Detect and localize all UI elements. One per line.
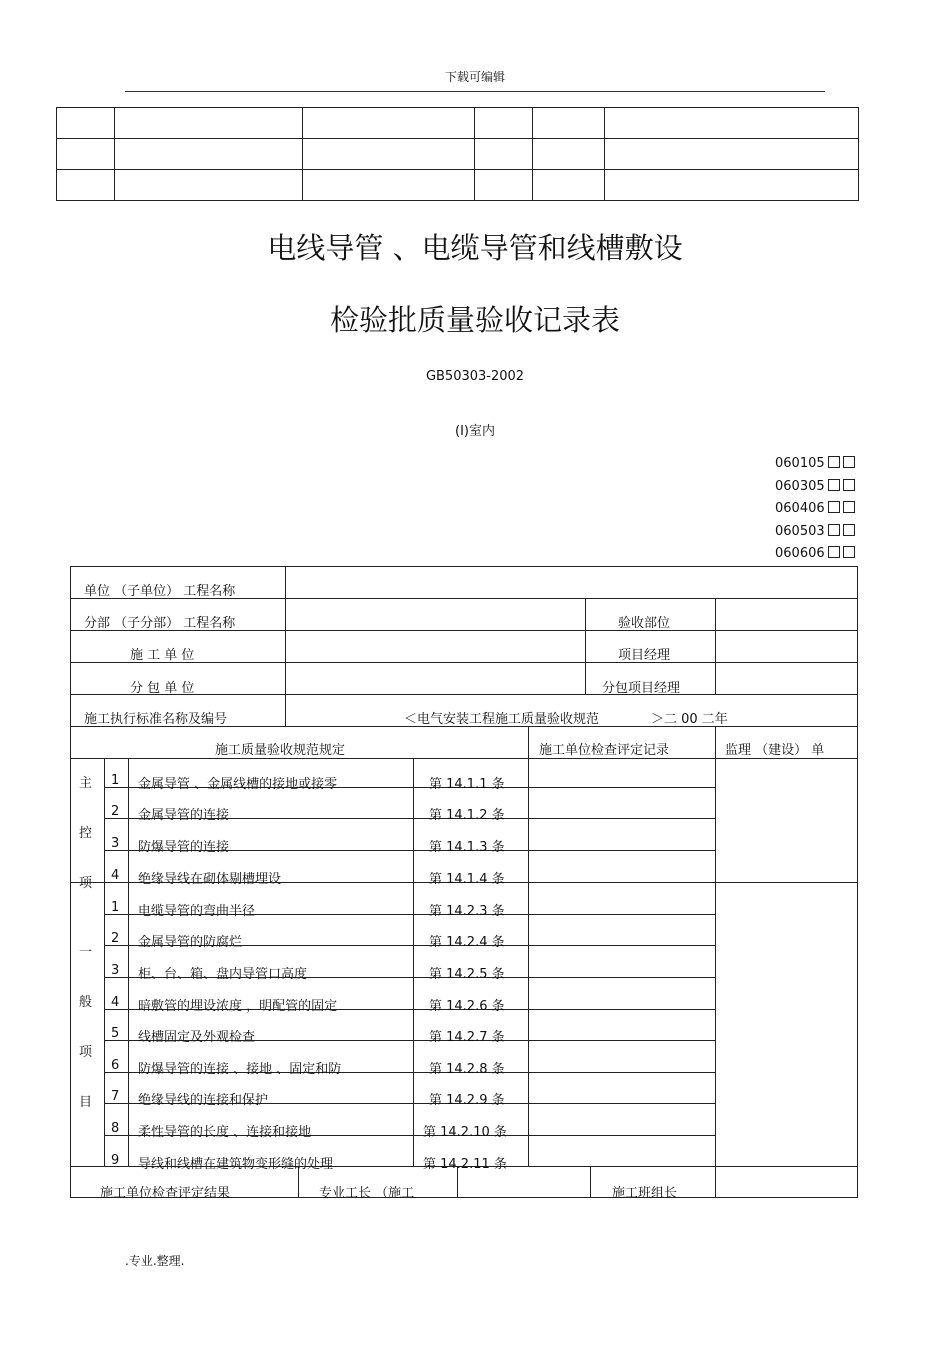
item-number: 9 [111,1153,120,1168]
item-number: 1 [111,900,120,915]
header-rule [125,91,825,92]
standard-value: ＜电气安装工程施工质量验收规范 [404,712,600,727]
title-line-2: 检验批质量验收记录表 [329,303,620,337]
code-value: 060305 [775,479,825,494]
general-label-char: 一 [79,945,93,960]
column-check-record: 施工单位检查评定记录 [539,743,670,758]
code-value: 060406 [775,501,825,516]
subcontract-manager-label: 分包项目经理 [602,681,681,696]
item-clause: 第 14.2.8 条 [429,1062,505,1077]
item-text: 防爆导管的连接 、接地 、固定和防 [138,1062,342,1077]
item-number: 4 [111,868,120,883]
acceptance-part-label: 验收部位 [618,616,671,631]
title-line-1: 电线导管 、电缆导管和线槽敷设 [267,231,683,265]
construction-unit-label: 施 工 单 位 [130,648,195,663]
item-clause: 第 14.2.6 条 [429,999,505,1014]
footer-note: .专业.整理. [125,1254,185,1268]
item-number: 1 [111,773,120,788]
code-row [775,456,855,471]
standard-value-tail: ＞二 00 二年 [651,712,728,727]
item-number: 6 [111,1058,120,1073]
item-number: 5 [111,1026,120,1041]
item-number: 2 [111,931,120,946]
item-text: 柜、台、箱、盘内导管口高度 [138,967,308,982]
item-number: 2 [111,804,120,819]
column-supervision: 监理 （建设） 单 [725,743,825,758]
item-clause: 第 14.2.4 条 [429,935,505,950]
general-label-char: 目 [79,1095,93,1110]
item-number: 3 [111,963,120,978]
item-clause: 第 14.1.1 条 [429,777,505,792]
standard-code: GB50303-2002 [425,369,525,384]
item-clause: 第 14.2.5 条 [429,967,505,982]
code-row [775,501,855,516]
main-label-char: 主 [79,776,93,791]
general-label-char: 般 [79,995,93,1010]
item-text: 金属导管 、金属线槽的接地或接零 [138,777,338,792]
code-row [775,524,855,539]
code-value: 060105 [775,456,825,471]
item-number: 8 [111,1121,120,1136]
main-label-char: 控 [79,826,93,841]
item-text: 线槽固定及外观检查 [138,1030,256,1045]
item-text: 金属导管的防腐烂 [138,935,243,950]
project-manager-label: 项目经理 [618,648,671,663]
unit-project-label: 单位 （子单位） 工程名称 [84,584,236,599]
item-clause: 第 14.2.3 条 [429,904,505,919]
header-note: 下载可编辑 [444,70,505,84]
top-blank-table [56,107,859,201]
item-clause: 第 14.1.4 条 [429,872,505,887]
item-text: 柔性导管的长度 、连接和接地 [138,1125,312,1140]
item-text: 导线和线槽在建筑物变形缝的处理 [138,1157,334,1172]
item-clause: 第 14.2.7 条 [429,1030,505,1045]
subcontract-unit-label: 分 包 单 位 [130,681,195,696]
code-row [775,479,855,494]
item-text: 电缆导管的弯曲半径 [138,904,256,919]
item-clause: 第 14.1.3 条 [429,840,505,855]
item-text: 金属导管的连接 [138,808,230,823]
code-value: 060606 [775,546,825,561]
item-clause: 第 14.1.2 条 [429,808,505,823]
main-label-char: 项 [79,876,93,891]
item-clause: 第 14.2.9 条 [429,1093,505,1108]
item-clause: 第 14.2.11 条 [423,1157,507,1172]
column-spec: 施工质量验收规范规定 [215,743,346,758]
general-label-char: 项 [79,1045,93,1060]
subtitle: (I)室内 [455,424,495,439]
item-text: 防爆导管的连接 [138,840,230,855]
item-text: 暗敷管的埋设浓度 ，明配管的固定 [138,999,338,1014]
item-number: 3 [111,836,120,851]
sub-project-label: 分部 （子分部） 工程名称 [84,616,236,631]
standard-label: 施工执行标准名称及编号 [84,712,228,727]
item-number: 4 [111,995,120,1010]
result-label: 施工单位检查评定结果 [100,1186,231,1201]
foreman-label: 专业工长 （施工 [319,1186,415,1201]
team-leader-label: 施工班组长 [612,1186,678,1201]
item-number: 7 [111,1089,120,1104]
code-row [775,546,855,561]
item-text: 绝缘导线在砌体剔槽埋设 [138,872,282,887]
code-value: 060503 [775,524,825,539]
item-clause: 第 14.2.10 条 [423,1125,507,1140]
item-text: 绝缘导线的连接和保护 [138,1093,269,1108]
